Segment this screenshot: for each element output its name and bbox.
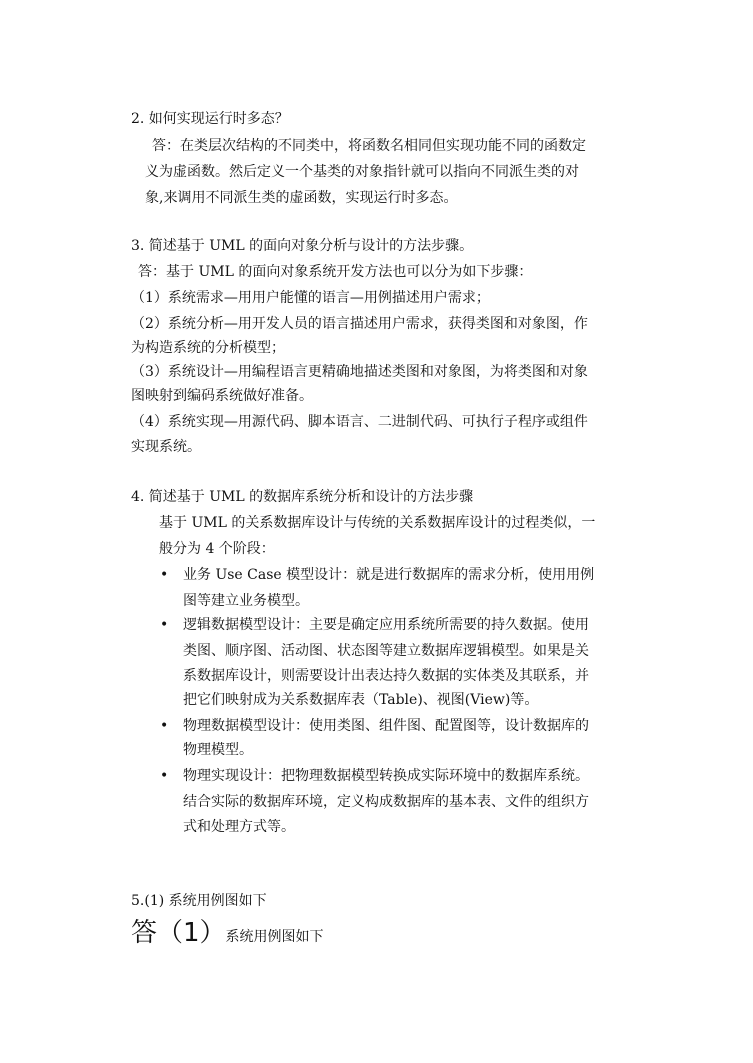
q2-answer-line: 答：在类层次结构的不同类中，将函数名相同但实现功能不同的函数定	[152, 138, 586, 154]
q3-step-line: （1）系统需求—用用户能懂的语言—用例描述用户需求；	[131, 290, 490, 306]
bullet-marker: •	[160, 718, 169, 734]
q4-bullet-1-line: 业务 Use Case 模型设计：就是进行数据库的需求分析，使用用例	[183, 567, 595, 583]
q4-bullet-2-line: 逻辑数据模型设计：主要是确定应用系统所需要的持久数据。使用	[183, 617, 589, 633]
q5-answer	[131, 918, 324, 952]
q5-title: 5.(1) 系统用例图如下	[131, 893, 267, 909]
q4-bullet-2-line: 把它们映射成为关系数据库表（Table)、视图(View)等。	[183, 692, 539, 708]
q2-answer-line: 象,来调用不同派生类的虚函数，实现运行时多态。	[145, 190, 458, 206]
q3-step-line: 实现系统。	[131, 439, 201, 455]
q3-step-line: （3）系统设计—用编程语言更精确地描述类图和对象图，为将类图和对象	[131, 364, 588, 380]
q3-intro: 答：基于 UML 的面向对象系统开发方法也可以分为如下步骤：	[138, 264, 533, 280]
q4-bullet-3-line: 物理数据模型设计：使用类图、组件图、配置图等，设计数据库的	[183, 718, 589, 734]
q5-answer-small: 系统用例图如下	[225, 929, 324, 945]
q4-bullet-4-line: 物理实现设计：把物理数据模型转换成实际环境中的数据库系统。	[183, 768, 589, 784]
q3-step-line: （4）系统实现—用源代码、脚本语言、二进制代码、可执行子程序或组件	[131, 414, 588, 430]
q4-bullet-2-line: 类图、顺序图、活动图、状态图等建立数据库逻辑模型。如果是关	[183, 643, 589, 659]
q4-bullet-2-line: 系数据库设计，则需要设计出表达持久数据的实体类及其联系，并	[183, 668, 589, 684]
q4-bullet-4-line: 结合实际的数据库环境，定义构成数据库的基本表、文件的组织方	[183, 794, 589, 810]
q3-title: 3. 简述基于 UML 的面向对象分析与设计的方法步骤。	[131, 238, 474, 254]
q5-answer-big: 答（1）	[131, 918, 226, 948]
q4-title: 4. 简述基于 UML 的数据库系统分析和设计的方法步骤	[131, 489, 474, 505]
q4-bullet-4-line: 式和处理方式等。	[183, 819, 295, 835]
q3-step-line: （2）系统分析—用开发人员的语言描述用户需求，获得类图和对象图，作	[131, 316, 588, 332]
bullet-marker: •	[160, 617, 169, 633]
q2-answer-line: 义为虚函数。然后定义一个基类的对象指针就可以指向不同派生类的对	[145, 164, 579, 180]
q4-bullet-1-line: 图等建立业务模型。	[183, 593, 309, 609]
q4-intro-line: 般分为 4 个阶段：	[159, 541, 275, 557]
q3-step-line: 为构造系统的分析模型；	[131, 340, 285, 356]
q4-intro-line: 基于 UML 的关系数据库设计与传统的关系数据库设计的过程类似，一	[159, 515, 596, 531]
bullet-marker: •	[160, 567, 169, 583]
q3-step-line: 图映射到编码系统做好准备。	[131, 388, 313, 404]
q2-title: 2. 如何实现运行时多态？	[131, 111, 289, 127]
q4-bullet-3-line: 物理模型。	[183, 742, 253, 758]
bullet-marker: •	[160, 768, 169, 784]
